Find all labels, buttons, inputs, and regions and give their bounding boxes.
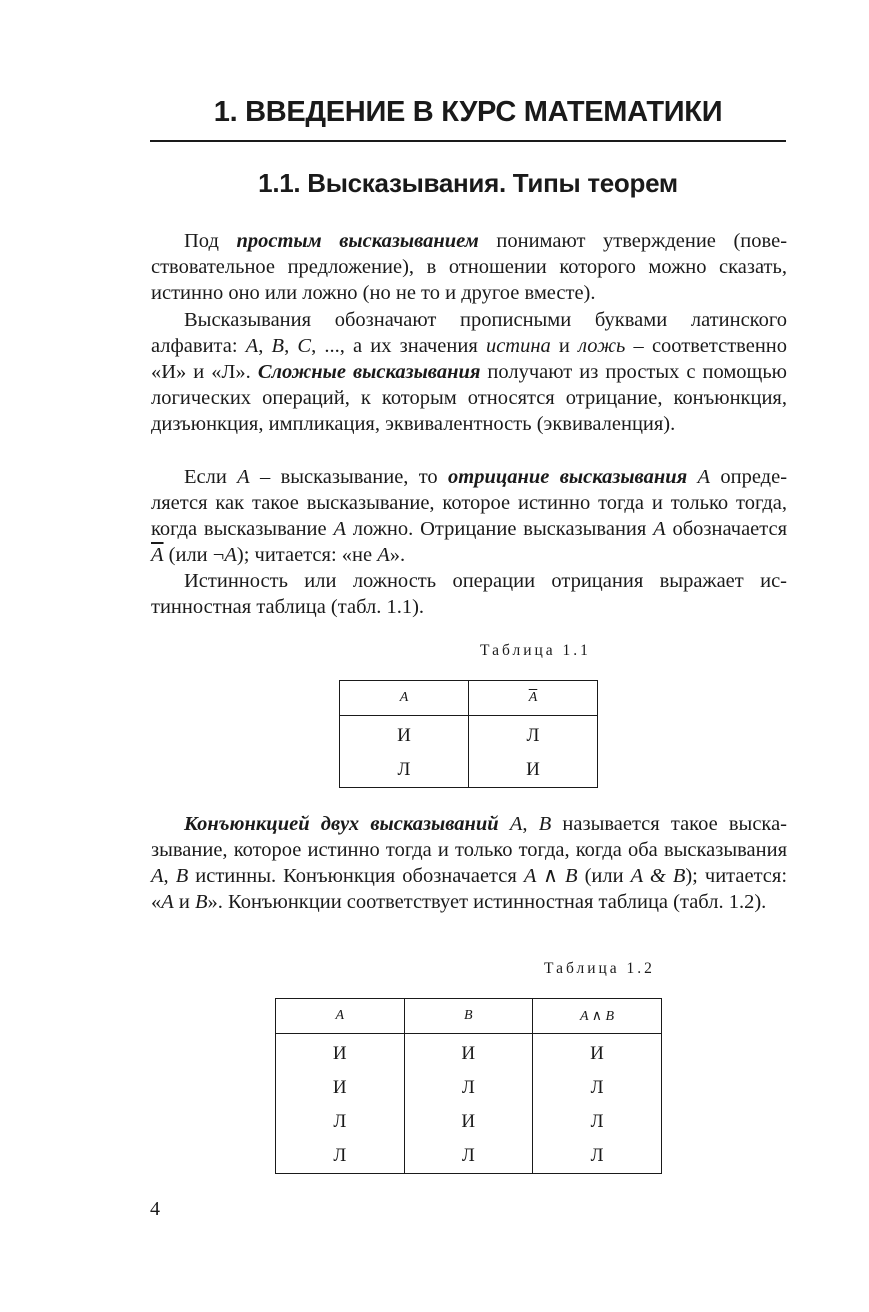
term-negation: отрицание высказывания xyxy=(448,466,688,488)
paragraph-negation-table-intro: Истинность или ложность операции отрицания выражает истинностная таблица (табл. 1.1). xyxy=(151,570,787,618)
chapter-title: 1. ВВЕДЕНИЕ В КУРС МАТЕМАТИКИ xyxy=(213,96,723,128)
term-conjunction: Конъюнкцией двух высказываний xyxy=(184,813,499,835)
truth-table-conjunction xyxy=(275,998,662,1174)
table-header: A xyxy=(340,681,469,716)
table-header: $\overline{A}$ xyxy=(469,681,598,716)
negation-symbol: $\overline{A}$ xyxy=(151,544,164,566)
table-row xyxy=(340,753,598,788)
table-cell: Л xyxy=(404,1071,533,1105)
table-cell: Л xyxy=(340,753,469,788)
table-cell: И xyxy=(404,1105,533,1139)
table-2-caption: Таблица 1.2 xyxy=(544,960,655,977)
paragraph-notation: Высказывания обозначают прописными буквами латинского алфавита: A, B, C, ..., а их значения истина и ложь – соответственно «И» и «Л». Сложные высказывания получают из простых с помощью логических операций, к которым относятся отрицание, конъюнкция, дизъюнкция, импликация, эквивалентность (эквиваленция). xyxy=(151,309,788,435)
table-cell: Л xyxy=(533,1139,662,1174)
table-cell: И xyxy=(533,1034,662,1072)
table-row xyxy=(276,1105,662,1139)
table-row xyxy=(276,1034,662,1072)
term-complex-statements: Сложные высказывания xyxy=(257,361,481,383)
paragraph-negation: Если A – высказывание, то отрицание высказывания A определяется как такое высказывание, которое истинно тогда и только тогда, когда высказывание A ложно. Отрицание высказывания A обозначается $\overline{A}$ (или ¬A); читается: «не A». xyxy=(151,466,788,566)
page-number: 4 xyxy=(150,1198,160,1220)
table-header: B xyxy=(404,999,533,1034)
table-1-caption: Таблица 1.1 xyxy=(480,642,591,659)
chapter-divider xyxy=(150,140,786,142)
table-cell: Л xyxy=(276,1105,405,1139)
table-cell: Л xyxy=(533,1105,662,1139)
table-cell: И xyxy=(276,1034,405,1072)
table-row xyxy=(276,1071,662,1105)
table-cell: И xyxy=(276,1071,405,1105)
table-cell: Л xyxy=(276,1139,405,1174)
table-header: A xyxy=(276,999,405,1034)
table-cell: И xyxy=(469,753,598,788)
table-cell: Л xyxy=(404,1139,533,1174)
table-cell: Л xyxy=(533,1071,662,1105)
term-simple-statement: простым высказыванием xyxy=(236,230,479,252)
table-row xyxy=(276,1139,662,1174)
paragraph-conjunction: Конъюнкцией двух высказываний A, B называется такое высказывание, которое истинно тогда и только тогда, когда оба высказывания A, B истинны. Конъюнкция обозначается A ∧ B (или A & B); читается: «A и B». Конъюнкции соответствует истинностная таблица (табл. 1.2). xyxy=(151,813,788,913)
section-title: 1.1. Высказывания. Типы теорем xyxy=(258,168,678,198)
table-cell: И xyxy=(340,716,469,754)
table-row xyxy=(340,716,598,754)
truth-table-negation xyxy=(339,680,598,788)
table-cell: Л xyxy=(469,716,598,754)
table-cell: И xyxy=(404,1034,533,1072)
table-header: A ∧ B xyxy=(533,999,662,1034)
paragraph-simple-statement: Под простым высказыванием понимают утверждение (повествовательное предложение), в отношении которого можно сказать, истинно оно или ложно (но не то и другое вместе). xyxy=(151,230,788,304)
